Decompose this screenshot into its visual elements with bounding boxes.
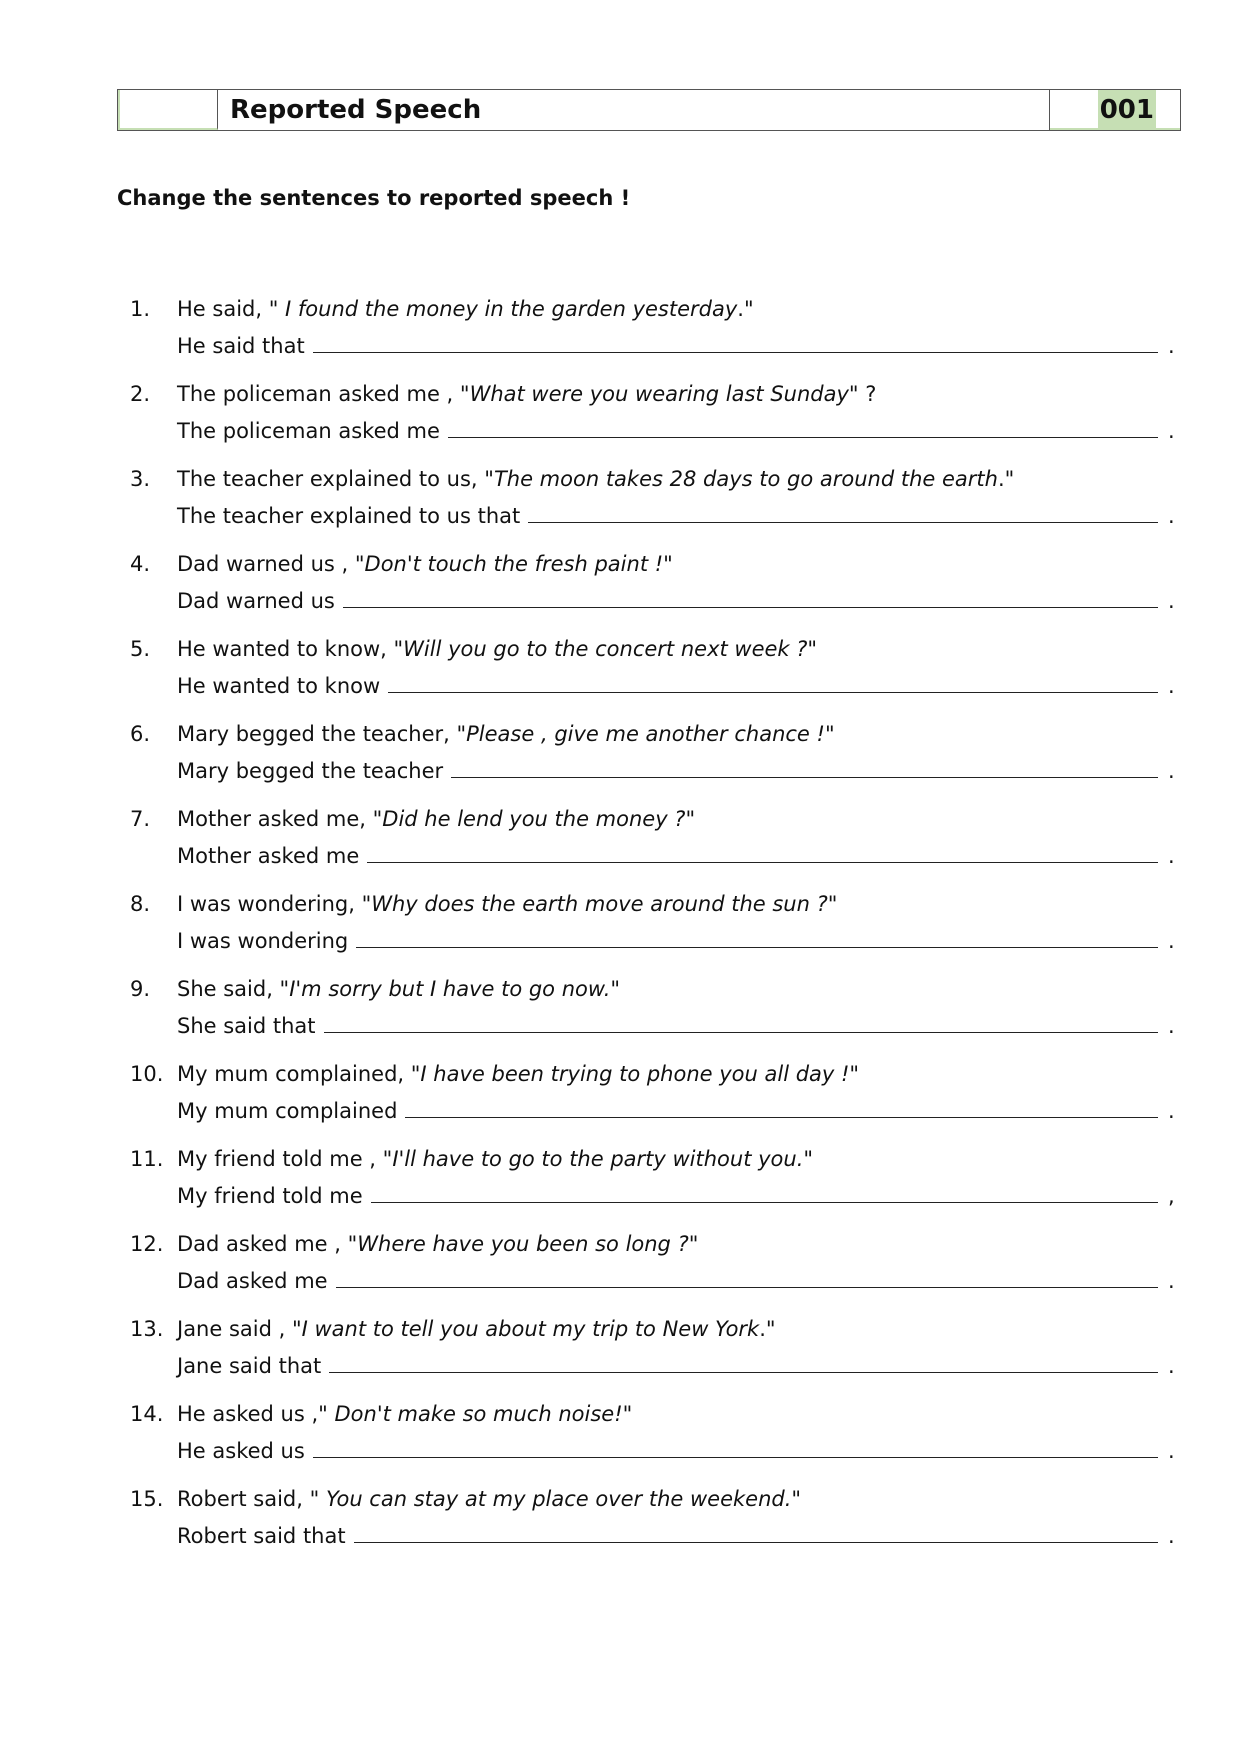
answer-row	[177, 1261, 1180, 1298]
intro: She said, "	[177, 977, 290, 1001]
direct-speech	[177, 632, 817, 666]
answer-prompt: I was wondering	[177, 929, 349, 953]
answer-blank[interactable]	[451, 751, 1158, 778]
direct-speech	[177, 377, 876, 411]
direct-speech	[177, 1482, 801, 1516]
answer-prompt: He said that	[177, 334, 305, 358]
answer-row	[177, 581, 1180, 618]
exercise-item	[130, 632, 1180, 717]
end-punctuation: .	[1168, 504, 1175, 528]
quote: Please , give me another chance !"	[466, 722, 835, 746]
end-punctuation: .	[1168, 589, 1175, 613]
quote-end: "	[827, 892, 838, 916]
answer-blank[interactable]	[405, 1091, 1158, 1118]
quote: Don't make so much noise!"	[334, 1402, 633, 1426]
item-number: 5.	[130, 637, 151, 661]
intro: He asked us ,"	[177, 1402, 335, 1426]
quote-end: ."	[737, 297, 754, 321]
item-number: 2.	[130, 382, 151, 406]
worksheet-number-cell	[1050, 90, 1180, 130]
exercise-item	[130, 802, 1180, 887]
answer-blank[interactable]	[313, 1431, 1158, 1458]
direct-speech	[177, 802, 695, 836]
exercise-item	[130, 1227, 1180, 1312]
direct-speech	[177, 1312, 776, 1346]
quote: What were you wearing last Sunday"	[469, 382, 859, 406]
item-number: 3.	[130, 467, 151, 491]
answer-row	[177, 326, 1180, 363]
answer-row	[177, 751, 1180, 788]
quote: Where have you been so long ?"	[357, 1232, 699, 1256]
exercise-item	[130, 717, 1180, 802]
answer-prompt: She said that	[177, 1014, 316, 1038]
worksheet-title: Reported Speech	[218, 90, 1050, 130]
quote: The moon takes 28 days to go around the earth	[493, 467, 998, 491]
answer-prompt: The policeman asked me	[177, 419, 440, 443]
item-number: 12.	[130, 1232, 164, 1256]
quote: I want to tell you about my trip to New York	[301, 1317, 760, 1341]
item-number: 8.	[130, 892, 151, 916]
quote-end: "	[685, 807, 696, 831]
answer-blank[interactable]	[313, 326, 1158, 353]
direct-speech	[177, 717, 835, 751]
answer-prompt: Dad asked me	[177, 1269, 328, 1293]
intro: The policeman asked me , "	[177, 382, 470, 406]
intro: Robert said, "	[177, 1487, 326, 1511]
answer-row	[177, 1516, 1180, 1553]
intro: I was wondering, "	[177, 892, 372, 916]
end-punctuation: .	[1168, 759, 1175, 783]
answer-blank[interactable]	[371, 1176, 1158, 1203]
worksheet-header	[117, 89, 1181, 131]
intro: Dad warned us , "	[177, 552, 365, 576]
answer-blank[interactable]	[354, 1516, 1158, 1543]
item-number: 1.	[130, 297, 151, 321]
exercise-item	[130, 462, 1180, 547]
answer-row	[177, 1091, 1180, 1128]
quote: I'll have to go to the party without you."	[392, 1147, 814, 1171]
quote: Why does the earth move around the sun ?	[371, 892, 828, 916]
direct-speech	[177, 1397, 632, 1431]
item-number: 10.	[130, 1062, 164, 1086]
worksheet-number: 001	[1098, 90, 1156, 130]
item-number: 11.	[130, 1147, 164, 1171]
answer-prompt: Robert said that	[177, 1524, 346, 1548]
exercise-item	[130, 1312, 1180, 1397]
item-number: 9.	[130, 977, 151, 1001]
exercise-item	[130, 972, 1180, 1057]
exercise-item	[130, 547, 1180, 632]
answer-prompt: My mum complained	[177, 1099, 398, 1123]
answer-prompt: Dad warned us	[177, 589, 335, 613]
answer-prompt: He asked us	[177, 1439, 305, 1463]
answer-row	[177, 1431, 1180, 1468]
answer-blank[interactable]	[343, 581, 1158, 608]
answer-prompt: Mother asked me	[177, 844, 360, 868]
item-number: 7.	[130, 807, 151, 831]
intro: He wanted to know, "	[177, 637, 404, 661]
end-punctuation: .	[1168, 929, 1175, 953]
answer-prompt: Mary begged the teacher	[177, 759, 444, 783]
direct-speech	[177, 887, 837, 921]
intro: My friend told me , "	[177, 1147, 393, 1171]
exercise-item	[130, 292, 1180, 377]
answer-blank[interactable]	[448, 411, 1158, 438]
item-number: 6.	[130, 722, 151, 746]
exercise-item	[130, 377, 1180, 462]
answer-blank[interactable]	[336, 1261, 1158, 1288]
quote-end: ?	[858, 382, 877, 406]
intro: Mary begged the teacher, "	[177, 722, 467, 746]
quote: Did he lend you the money ?	[382, 807, 686, 831]
exercise-item	[130, 1057, 1180, 1142]
intro: My mum complained, "	[177, 1062, 421, 1086]
exercise-item	[130, 887, 1180, 972]
end-punctuation: .	[1168, 1099, 1175, 1123]
direct-speech	[177, 1057, 859, 1091]
item-number: 4.	[130, 552, 151, 576]
intro: Mother asked me, "	[177, 807, 383, 831]
item-number: 15.	[130, 1487, 164, 1511]
answer-prompt: He wanted to know	[177, 674, 381, 698]
answer-row	[177, 666, 1180, 703]
answer-row	[177, 1006, 1180, 1043]
direct-speech	[177, 1142, 813, 1176]
exercise-item	[130, 1397, 1180, 1482]
direct-speech	[177, 1227, 698, 1261]
answer-blank[interactable]	[528, 496, 1158, 523]
end-punctuation: .	[1168, 419, 1175, 443]
exercise-item	[130, 1482, 1180, 1567]
quote: I'm sorry but I have to go now."	[289, 977, 621, 1001]
answer-blank[interactable]	[388, 666, 1158, 693]
direct-speech	[177, 547, 673, 581]
end-punctuation: .	[1168, 334, 1175, 358]
answer-row	[177, 921, 1180, 958]
answer-row	[177, 496, 1180, 533]
end-punctuation: .	[1168, 1269, 1175, 1293]
answer-row	[177, 1346, 1180, 1383]
direct-speech	[177, 292, 754, 326]
quote: I found the money in the garden yesterday	[285, 297, 738, 321]
item-number: 14.	[130, 1402, 164, 1426]
answer-blank[interactable]	[324, 1006, 1158, 1033]
exercise-list	[130, 292, 1180, 1567]
quote-end: ."	[759, 1317, 776, 1341]
item-number: 13.	[130, 1317, 164, 1341]
quote: Will you go to the concert next week ?"	[403, 637, 818, 661]
quote-end: ."	[997, 467, 1015, 491]
end-punctuation: .	[1168, 1524, 1175, 1548]
end-punctuation: .	[1168, 1439, 1175, 1463]
answer-blank[interactable]	[329, 1346, 1158, 1373]
intro: The teacher explained to us, "	[177, 467, 494, 491]
exercise-item	[130, 1142, 1180, 1227]
answer-prompt: The teacher explained to us that	[177, 504, 521, 528]
intro: He said, "	[177, 297, 286, 321]
quote: I have been trying to phone you all day !"	[420, 1062, 860, 1086]
direct-speech	[177, 972, 620, 1006]
end-punctuation: ,	[1168, 1184, 1175, 1208]
answer-blank[interactable]	[356, 921, 1158, 948]
header-blank-cell	[118, 90, 218, 130]
direct-speech	[177, 462, 1014, 496]
answer-row	[177, 836, 1180, 873]
answer-prompt: My friend told me	[177, 1184, 363, 1208]
quote: You can stay at my place over the weekend."	[325, 1487, 802, 1511]
instruction: Change the sentences to reported speech !	[117, 186, 631, 210]
quote: Don't touch the fresh paint !"	[364, 552, 673, 576]
intro: Dad asked me , "	[177, 1232, 358, 1256]
end-punctuation: .	[1168, 1014, 1175, 1038]
intro: Jane said , "	[177, 1317, 302, 1341]
end-punctuation: .	[1168, 844, 1175, 868]
answer-blank[interactable]	[367, 836, 1158, 863]
end-punctuation: .	[1168, 1354, 1175, 1378]
answer-row	[177, 411, 1180, 448]
answer-row	[177, 1176, 1180, 1213]
answer-prompt: Jane said that	[177, 1354, 322, 1378]
end-punctuation: .	[1168, 674, 1175, 698]
